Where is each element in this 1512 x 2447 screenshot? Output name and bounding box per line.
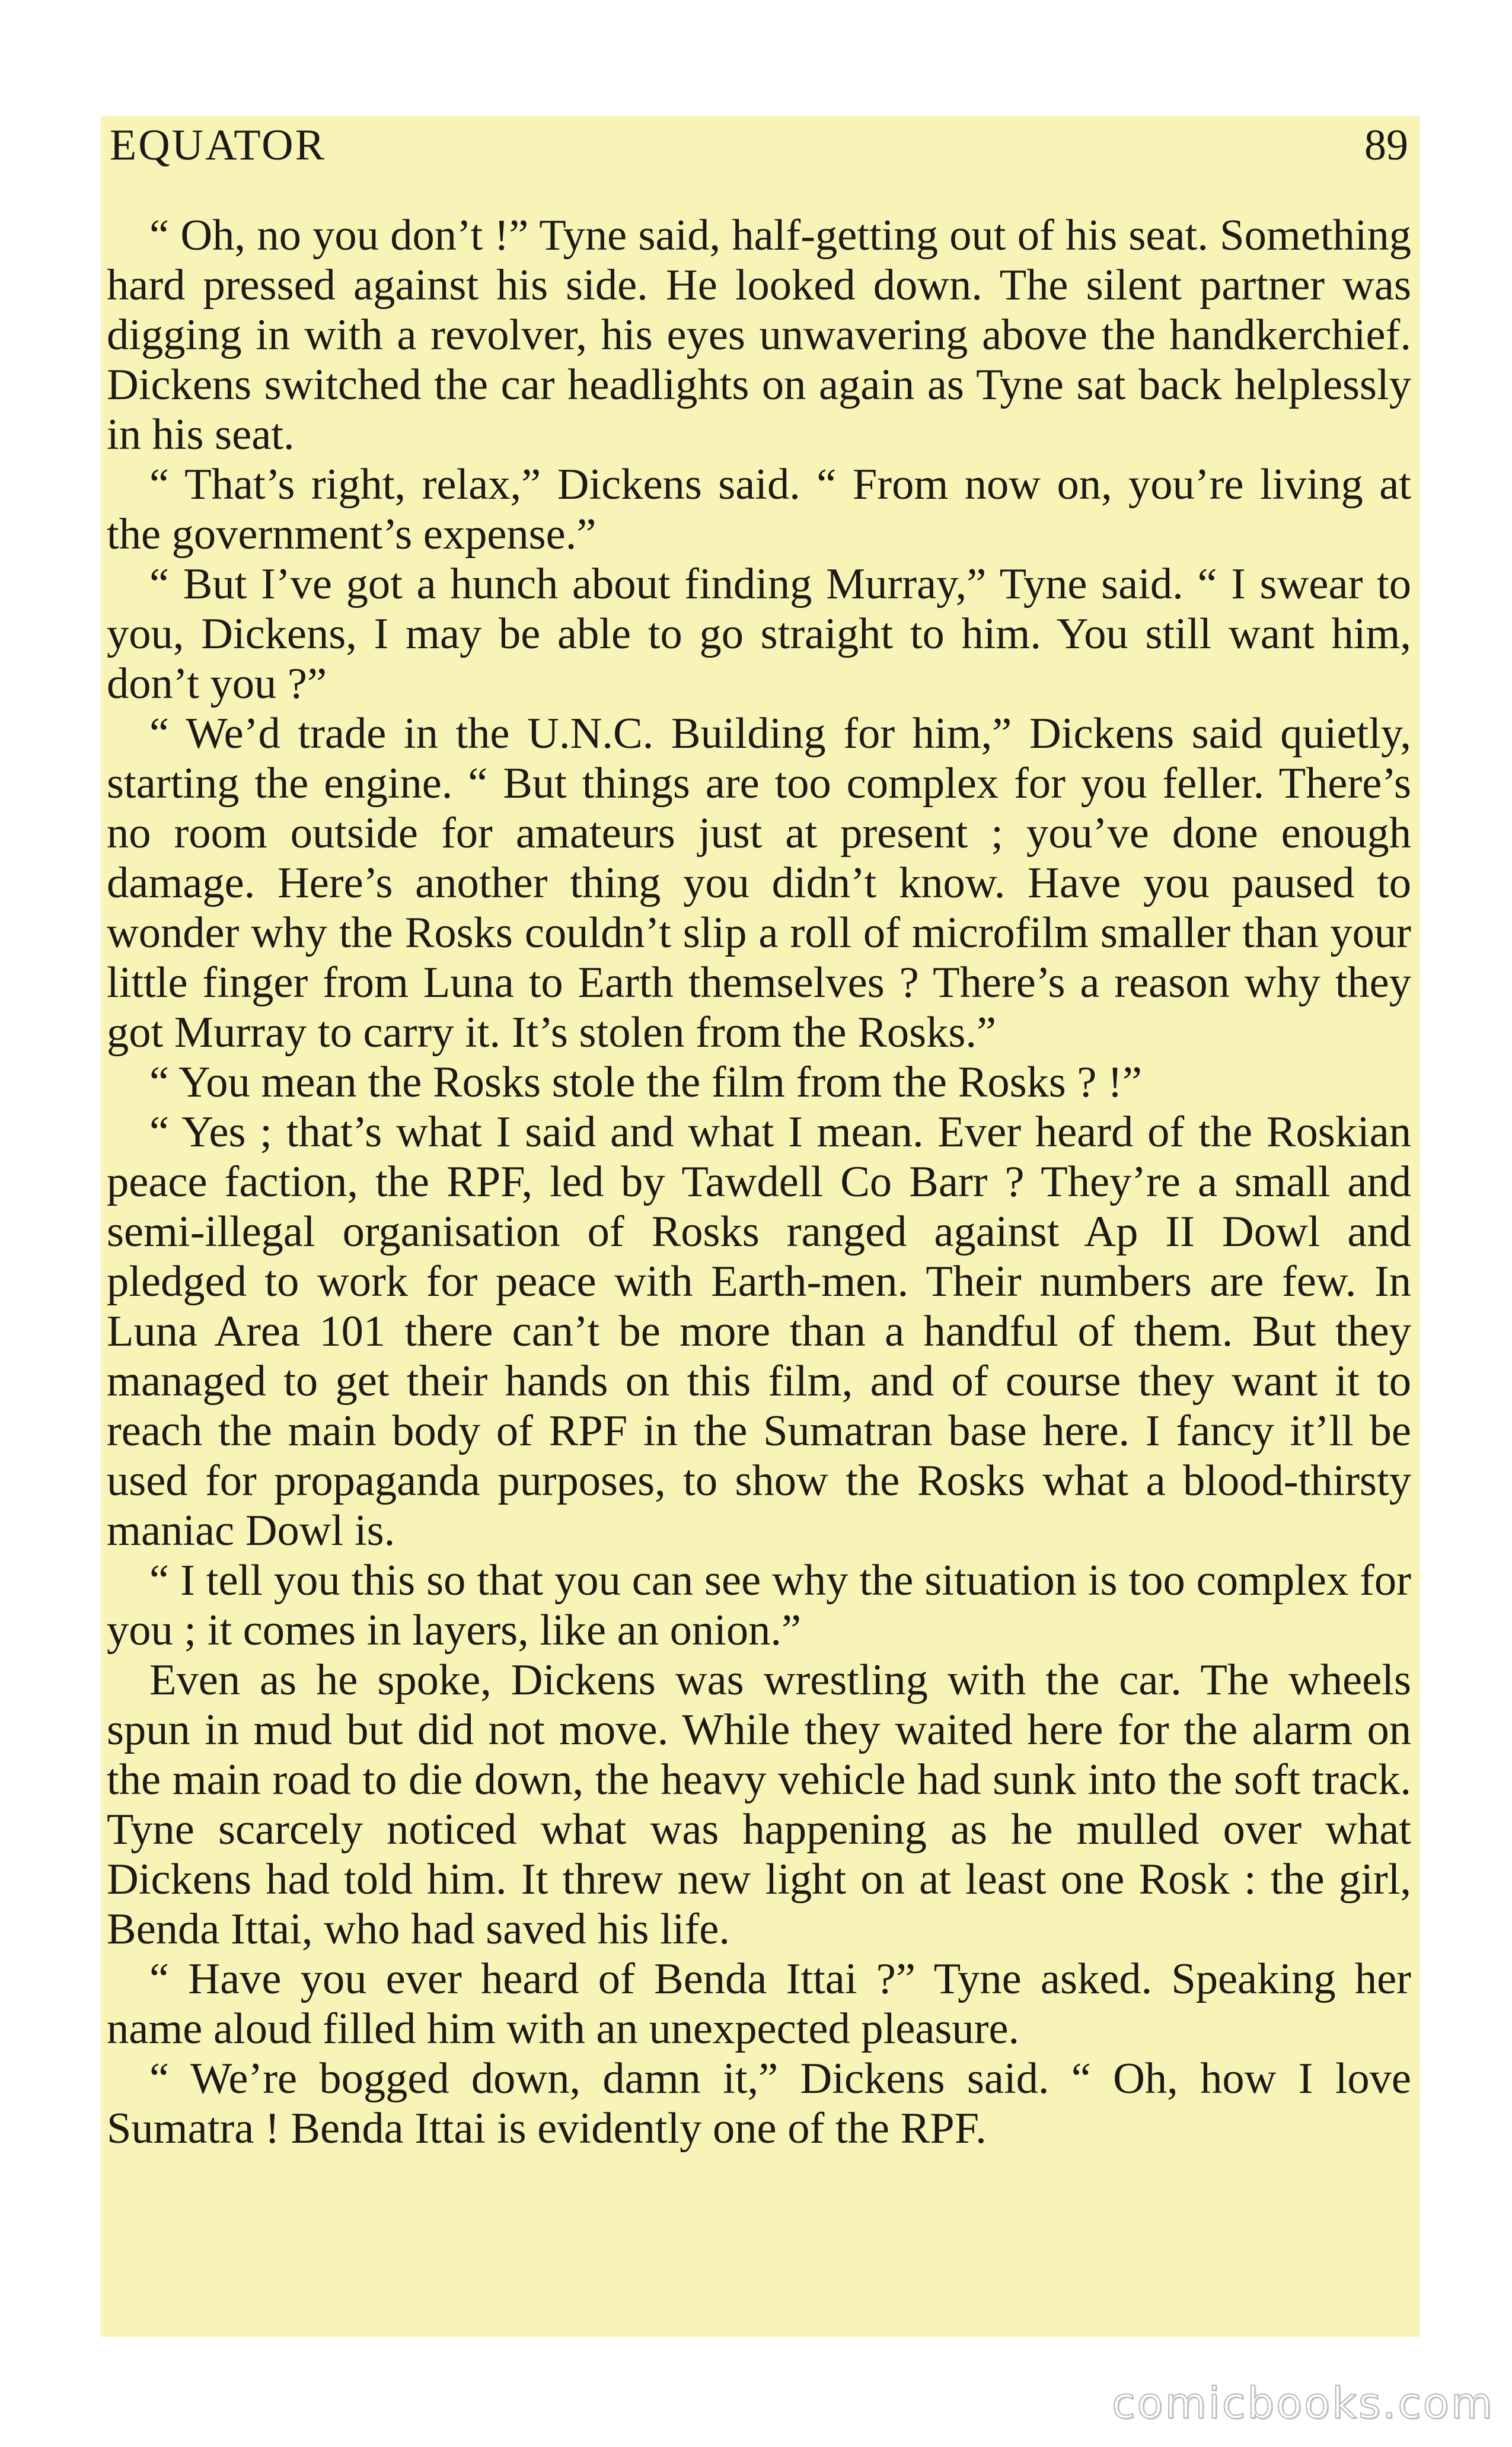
running-header	[110, 119, 1408, 172]
paragraph: “ You mean the Rosks stole the film from the Rosks ? !”	[149, 1058, 1142, 1107]
book-title: EQUATOR	[110, 121, 326, 170]
watermark: comicbooks.com	[1111, 2378, 1494, 2428]
paragraph: “ Have you ever heard of Benda Ittai ?” Tyne asked. Speaking her name aloud filled him with an unexpected pleasure.	[107, 1955, 1411, 2053]
page-number: 89	[1364, 121, 1408, 170]
paragraph: “ I tell you this so that you can see why the situation is too complex for you ; it comes in layers, like an onion.”	[107, 1556, 1411, 1655]
paragraph: “ But I’ve got a hunch about finding Murray,” Tyne said. “ I swear to you, Dickens, I may be able to go straight to him. You still want him, don’t you ?”	[107, 560, 1411, 708]
paragraph: “ We’re bogged down, damn it,” Dickens said. “ Oh, how I love Sumatra ! Benda Ittai is evidently one of the RPF.	[107, 2054, 1411, 2153]
paragraph: “ Oh, no you don’t !” Tyne said, half-getting out of his seat. Something hard pressed against his side. He looked down. The silent partner was digging in with a revolver, his eyes unwavering above the handkerchief. Dickens switched the car headlights on again as Tyne sat back helplessly in his seat.	[107, 211, 1411, 459]
paragraph: Even as he spoke, Dickens was wrestling with the car. The wheels spun in mud but did not move. While they waited here for the alarm on the main road to die down, the heavy vehicle had sunk into the soft track. Tyne scarcely noticed what was happening as he mulled over what Dickens had told him. It threw new light on at least one Rosk : the girl, Benda Ittai, who had saved his life.	[107, 1656, 1411, 1954]
paragraph: “ Yes ; that’s what I said and what I mean. Ever heard of the Roskian peace faction, the RPF, led by Tawdell Co Barr ? They’re a small and semi-illegal organisation of Rosks ranged against Ap II Dowl and pledged to work for peace with Earth-men. Their numbers are few. In Luna Area 101 there can’t be more than a handful of them. But they managed to get their hands on this film, and of course they want it to reach the main body of RPF in the Sumatran base here. I fancy it’ll be used for propaganda purposes, to show the Rosks what a blood-thirsty maniac Dowl is.	[107, 1108, 1411, 1555]
body-text	[107, 211, 1411, 2153]
paragraph: “ That’s right, relax,” Dickens said. “ From now on, you’re living at the government’s expense.”	[107, 460, 1411, 559]
paragraph: “ We’d trade in the U.N.C. Building for him,” Dickens said quietly, starting the engine. “ But things are too complex for you feller. There’s no room outside for amateurs just at present ; you’ve done enough damage. Here’s another thing you didn’t know. Have you paused to wonder why the Rosks couldn’t slip a roll of microfilm smaller than your little finger from Luna to Earth themselves ? There’s a reason why they got Murray to carry it. It’s stolen from the Rosks.”	[107, 709, 1411, 1057]
